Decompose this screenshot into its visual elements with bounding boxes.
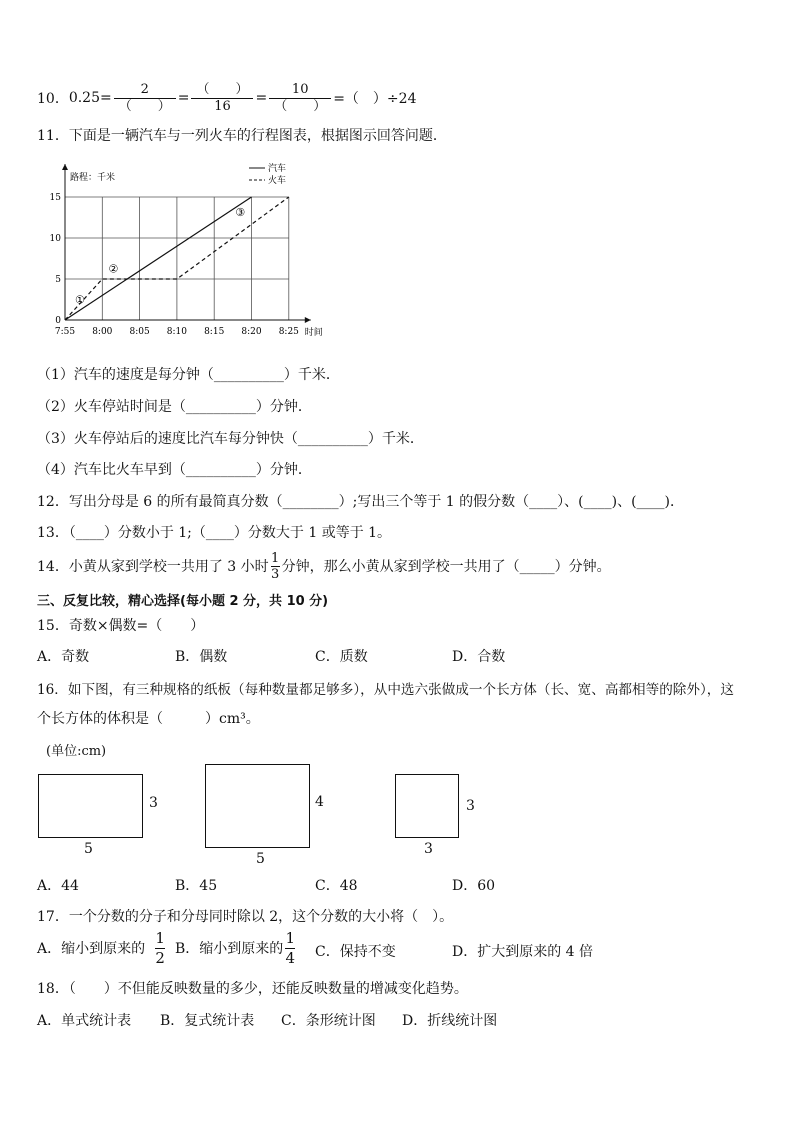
board3-width-label: 3: [424, 841, 433, 857]
q16-option-a[interactable]: A．44: [37, 878, 79, 894]
q15-option-c[interactable]: C．质数: [315, 649, 368, 665]
q14-post: 分钟，那么小黄从家到学校一共用了（_____）分钟。: [281, 559, 611, 575]
q16-line2: 个长方体的体积是（ ）cm³。: [37, 711, 260, 727]
q10-fraction-1: [114, 83, 176, 114]
series-line-car: [65, 197, 252, 320]
q14-frac-denominator: 3: [270, 566, 280, 582]
board3-height-label: 3: [466, 798, 475, 814]
q17-option-c[interactable]: C．保持不变: [315, 944, 396, 960]
annotation-label: ②: [108, 262, 119, 276]
q15-option-a[interactable]: A．奇数: [37, 649, 90, 665]
y-tick-label: 5: [55, 275, 61, 285]
chart-axes: [62, 164, 311, 323]
paper-board-3x3: [395, 774, 459, 838]
x-tick-label: 8:15: [204, 327, 225, 337]
q13-text: 13．（____）分数小于 1;（____）分数大于 1 或等于 1。: [37, 525, 392, 541]
q15-text: 15．奇数×偶数=（ ）: [37, 618, 205, 634]
q14-pre: 14．小黄从家到学校一共用了 3 小时: [37, 559, 269, 575]
q17-text: 17．一个分数的分子和分母同时除以 2，这个分数的大小将（ ）。: [37, 909, 454, 925]
y-tick-label: 0: [55, 316, 61, 326]
q16-unit: (单位:cm): [46, 744, 107, 759]
travel-chart: [49, 156, 352, 346]
q17-optA-fraction: [155, 928, 165, 967]
x-tick-label: 8:25: [278, 327, 299, 337]
x-tick-label: 8:05: [129, 327, 150, 337]
question-10: [37, 80, 416, 116]
q16-option-d[interactable]: D．60: [452, 878, 496, 894]
question-14: [37, 548, 611, 584]
y-axis-title: 路程：千米: [70, 173, 116, 183]
q16-option-b[interactable]: B．45: [175, 878, 218, 894]
q18-text: 18．（ ）不但能反映数量的多少，还能反映数量的增减变化趋势。: [37, 981, 468, 997]
q10-fraction-3: [269, 83, 331, 114]
q10-eq-1: =: [177, 90, 190, 106]
q11-sub1: （1）汽车的速度是每分钟（__________）千米．: [37, 367, 340, 383]
chart-grid: [65, 197, 289, 320]
q18-option-b[interactable]: B．复式统计表: [160, 1013, 255, 1029]
board2-width-label: 5: [256, 851, 265, 867]
q10-f2-denominator: 16: [214, 98, 231, 114]
q18-option-a[interactable]: A．单式统计表: [37, 1013, 132, 1029]
legend-label: 汽车: [268, 164, 287, 174]
q10-lead: 0.25=: [68, 90, 112, 106]
y-axis-arrow: [62, 164, 68, 170]
q11-sub4: （4）汽车比火车早到（__________）分钟．: [37, 462, 312, 478]
q10-f3-numerator: 10: [291, 81, 309, 97]
q11-text: 11．下面是一辆汽车与一列火车的行程图表，根据图示回答问题．: [37, 128, 447, 144]
q11-sub3: （3）火车停站后的速度比汽车每分钟快（__________）千米．: [37, 431, 424, 447]
q15-option-b[interactable]: B．偶数: [175, 649, 228, 665]
annotation-label: ③: [235, 205, 246, 219]
x-tick-label: 7:55: [54, 327, 76, 337]
q16-option-c[interactable]: C．48: [315, 878, 358, 894]
q10-number: 10．: [37, 91, 69, 107]
q15-option-d[interactable]: D．合数: [452, 649, 506, 665]
q17-optA-numerator: 1: [155, 928, 165, 947]
q10-f2-numerator: （ ）: [196, 81, 249, 97]
q10-f3-denominator: （ ）: [274, 98, 327, 114]
legend-label: 火车: [268, 176, 287, 186]
q12-text: 12．写出分母是 6 的所有最简真分数（________）;写出三个等于 1 的假分数（____）、(____)、(____)．: [37, 494, 684, 510]
q17-optA-label: A．缩小到原来的: [37, 941, 146, 957]
q14-fraction: [271, 552, 280, 581]
y-tick-label: 10: [49, 234, 61, 244]
q17-option-a[interactable]: [37, 928, 167, 968]
x-tick-label: 8:20: [241, 327, 262, 337]
annotation-label: ①: [74, 293, 85, 307]
x-axis-title: 时间: [304, 328, 323, 338]
q10-f1-denominator: （ ）: [118, 98, 171, 114]
q10-fraction-2: [191, 83, 253, 114]
q17-optB-denominator: 4: [285, 948, 296, 967]
x-tick-label: 8:10: [166, 327, 188, 337]
section-3-title: 三、反复比较，精心选择(每小题 2 分，共 10 分): [37, 594, 329, 609]
x-tick-label: 8:00: [92, 327, 113, 337]
y-tick-label: 15: [49, 193, 61, 203]
q10-eq-2: =: [255, 90, 268, 106]
q17-optA-denominator: 2: [155, 948, 165, 967]
q17-optB-label: B．缩小到原来的: [175, 941, 284, 957]
board1-height-label: 3: [149, 795, 158, 811]
paper-board-5x4: [205, 764, 310, 848]
q10-f1-numerator: 2: [140, 81, 149, 97]
q17-optB-fraction: [285, 928, 296, 967]
q11-sub2: （2）火车停站时间是（__________）分钟．: [37, 399, 312, 415]
x-axis-arrow: [305, 317, 311, 323]
q17-option-b[interactable]: [175, 928, 297, 968]
q10-tail: =（ ）÷24: [333, 91, 417, 107]
board1-width-label: 5: [84, 841, 93, 857]
board2-height-label: 4: [315, 794, 324, 810]
q18-option-d[interactable]: D．折线统计图: [402, 1013, 498, 1029]
q16-line1: 16．如下图，有三种规格的纸板（每种数量都足够多），从中选六张做成一个长方体（长、宽、高都相等的除外），这: [37, 682, 734, 698]
q18-option-c[interactable]: C．条形统计图: [281, 1013, 376, 1029]
q17-option-d[interactable]: D．扩大到原来的 4 倍: [452, 944, 594, 960]
chart-labels: [50, 162, 323, 338]
q17-optB-numerator: 1: [285, 928, 296, 947]
q14-frac-numerator: 1: [270, 550, 280, 566]
paper-board-5x3: [38, 774, 143, 838]
